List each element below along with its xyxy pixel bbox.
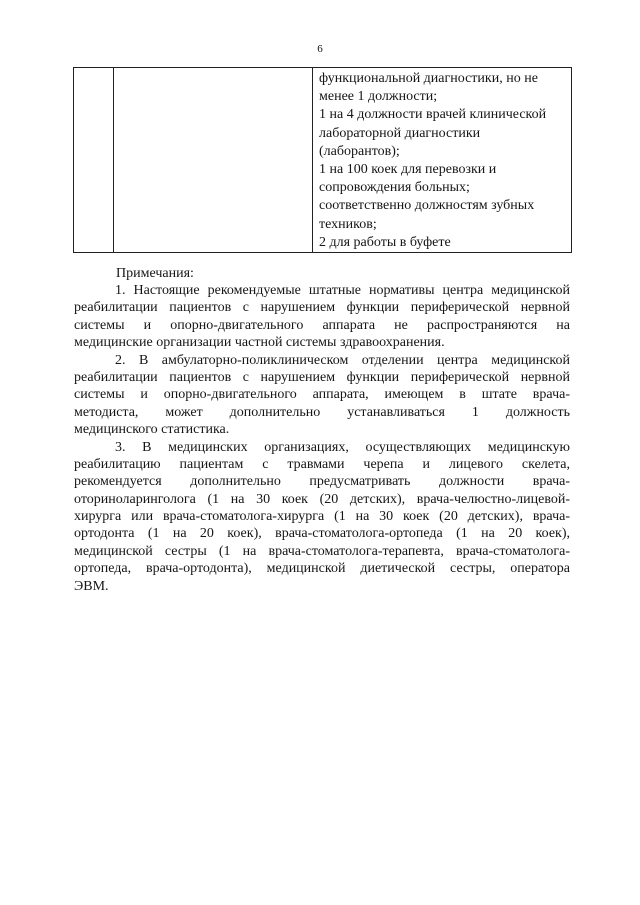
note-line: 3. В медицинских организациях, осуществляющих медицинскую bbox=[115, 439, 570, 455]
note-line: реабилитации пациентов с нарушением функции периферической нервной bbox=[74, 369, 570, 385]
note-paragraph-1 bbox=[74, 282, 570, 352]
note-line: медицинского статистика. bbox=[74, 422, 230, 438]
cell-line: (лаборантов); bbox=[319, 143, 400, 159]
note-line: системы и опорно-двигательного аппарата, имеющем в штате врача- bbox=[74, 387, 570, 403]
table-cell-position bbox=[114, 68, 313, 253]
notes-body bbox=[74, 282, 570, 595]
cell-line: техников; bbox=[319, 216, 377, 232]
note-line: реабилитации пациентов с нарушением функции периферической нервной bbox=[74, 300, 570, 316]
staffing-table-continuation bbox=[73, 67, 572, 253]
note-line: ортопеда, врача-ортодонта), медицинской диетической сестры, оператора bbox=[74, 561, 570, 577]
cell-line: функциональной диагностики, но не bbox=[319, 71, 538, 86]
page-number: 6 bbox=[317, 43, 323, 55]
cell-line: сопровождения больных; bbox=[319, 180, 470, 196]
note-line: хирурга или врача-стоматолога-хирурга (1 на 30 коек (20 детских), врача- bbox=[74, 509, 570, 525]
note-line: медицинской сестры (1 на врача-стоматолога-терапевта, врача-стоматолога- bbox=[74, 543, 570, 559]
table-cell-norm bbox=[313, 68, 572, 253]
note-line: рекомендуется дополнительно предусматривать должности врача- bbox=[74, 474, 570, 490]
note-line: реабилитацию пациентам с травмами черепа и лицевого скелета, bbox=[74, 456, 570, 472]
cell-line: 1 на 100 коек для перевозки и bbox=[319, 162, 497, 178]
table-cell-number bbox=[74, 68, 114, 253]
note-line: 2. В амбулаторно-поликлиническом отделении центра медицинской bbox=[115, 352, 570, 368]
note-line: методиста, может дополнительно устанавливаться 1 должность bbox=[74, 404, 570, 420]
note-line: ортодонта (1 на 20 коек), врача-стоматолога-ортопеда (1 на 20 коек), bbox=[74, 526, 570, 542]
table-row bbox=[74, 68, 572, 253]
note-line: оториноларинголога (1 на 30 коек (20 детских), врача-челюстно-лицевой- bbox=[74, 491, 570, 507]
notes-title: Примечания: bbox=[116, 266, 194, 281]
cell-line: лабораторной диагностики bbox=[319, 125, 481, 141]
note-paragraph-3 bbox=[74, 439, 570, 596]
cell-line: 2 для работы в буфете bbox=[319, 234, 451, 250]
cell-line: 1 на 4 должности врачей клинической bbox=[319, 107, 547, 123]
note-line: системы и опорно-двигательного аппарата не распространяются на bbox=[74, 317, 570, 333]
note-line: 1. Настоящие рекомендуемые штатные нормативы центра медицинской bbox=[115, 283, 570, 298]
cell-line: менее 1 должности; bbox=[319, 89, 438, 105]
note-line: ЭВМ. bbox=[74, 578, 109, 594]
note-paragraph-2 bbox=[74, 352, 570, 439]
cell-line: соответственно должностям зубных bbox=[319, 198, 535, 214]
note-line: медицинские организации частной системы здравоохранения. bbox=[74, 335, 445, 351]
